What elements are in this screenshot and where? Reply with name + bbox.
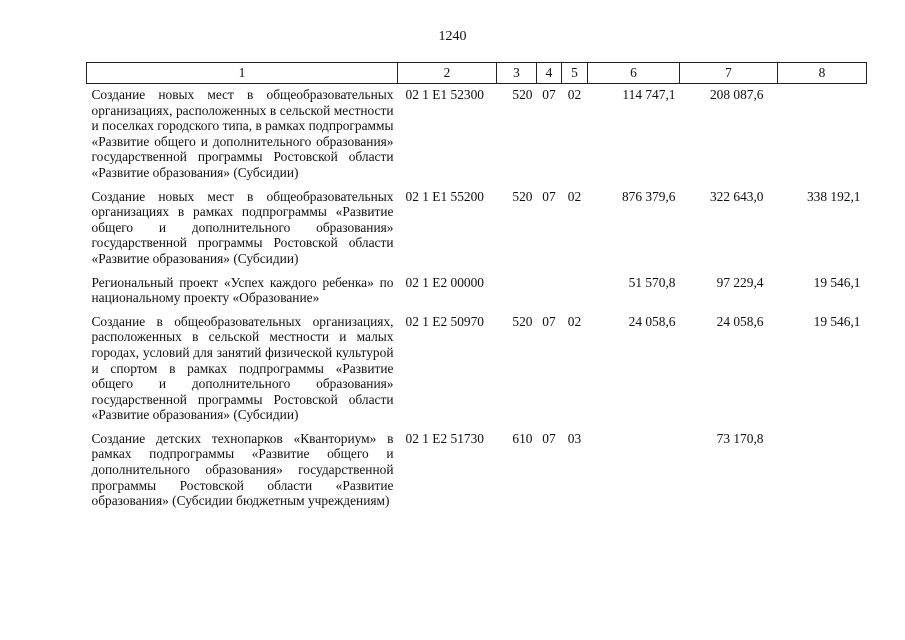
header-cell: 8 [778, 63, 867, 84]
row-value-8 [778, 84, 867, 189]
row-code: 02 1 E2 50970 [405, 313, 484, 329]
row-section [537, 275, 562, 314]
row-subsection: 02 [567, 313, 582, 329]
row-value-6: 51 570,8 [628, 274, 676, 290]
row-type-code [497, 275, 537, 314]
row-value-8: 19 546,1 [813, 274, 861, 290]
row-code: 02 1 E1 52300 [405, 87, 484, 102]
row-name: Создание новых мест в общеобразовательных организациях в рамках подпрограммы «Развитие общего и дополнительного образования» государственной программы Ростовской области «Развитие образования» (Субсидии) [91, 188, 394, 266]
row-code: 02 1 E2 51730 [405, 430, 484, 446]
row-value-6 [588, 431, 680, 517]
row-value-8 [778, 431, 867, 517]
row-subsection: 02 [567, 87, 582, 102]
row-value-7: 322 643,0 [709, 188, 764, 204]
row-value-8: 19 546,1 [813, 313, 861, 329]
row-value-6: 876 379,6 [621, 188, 676, 204]
row-type-code: 610 [512, 430, 533, 446]
table-header-row [87, 63, 867, 84]
row-subsection [562, 275, 588, 314]
row-name: Региональный проект «Успех каждого ребенка» по национальному проекту «Образование» [91, 274, 394, 306]
table-row [87, 189, 867, 275]
row-type-code: 520 [512, 188, 533, 204]
table-row [87, 275, 867, 314]
header-cell: 7 [680, 63, 778, 84]
row-value-7: 208 087,6 [709, 87, 764, 102]
page-number: 1240 [438, 29, 467, 44]
row-value-7: 24 058,6 [716, 313, 764, 329]
row-code: 02 1 E2 00000 [405, 274, 484, 290]
row-value-6: 24 058,6 [628, 313, 676, 329]
row-subsection: 02 [567, 188, 582, 204]
row-value-7: 97 229,4 [716, 274, 764, 290]
row-section: 07 [542, 87, 556, 102]
row-section: 07 [542, 188, 556, 204]
row-value-8: 338 192,1 [806, 188, 861, 204]
row-value-6: 114 747,1 [622, 87, 676, 102]
header-cell: 2 [398, 63, 497, 84]
header-cell: 3 [497, 63, 537, 84]
table-row [87, 431, 867, 517]
row-section: 07 [542, 313, 556, 329]
row-type-code: 520 [512, 87, 533, 102]
row-code: 02 1 E1 55200 [405, 188, 484, 204]
table-row [87, 314, 867, 431]
row-value-7: 73 170,8 [716, 430, 764, 446]
header-cell: 6 [588, 63, 680, 84]
row-name: Создание в общеобразовательных организациях, расположенных в сельской местности и малых городах, условий для занятий физической культурой и спортом в рамках подпрограммы «Развитие общего и дополнительного образования» государственной программы Ростовской области «Развитие образования» (Субсидии) [91, 313, 394, 423]
budget-table [86, 62, 867, 517]
row-section: 07 [542, 430, 556, 446]
header-cell: 4 [537, 63, 562, 84]
table-row [87, 84, 867, 189]
header-cell: 1 [87, 63, 398, 84]
row-subsection: 03 [567, 430, 582, 446]
row-type-code: 520 [512, 313, 533, 329]
row-name: Создание новых мест в общеобразовательных организациях, расположенных в сельской местности и поселках городского типа, в рамках подпрограммы «Развитие общего и дополнительного образования» государственной программы Ростовской области «Развитие образования» (Субсидии) [91, 87, 394, 180]
row-name: Создание детских технопарков «Кванториум» в рамках подпрограммы «Развитие общего и дополнительного образования» государственной программы Ростовской области «Развитие образования» (Субсидии бюджетным учреждениям) [91, 430, 394, 509]
header-cell: 5 [562, 63, 588, 84]
